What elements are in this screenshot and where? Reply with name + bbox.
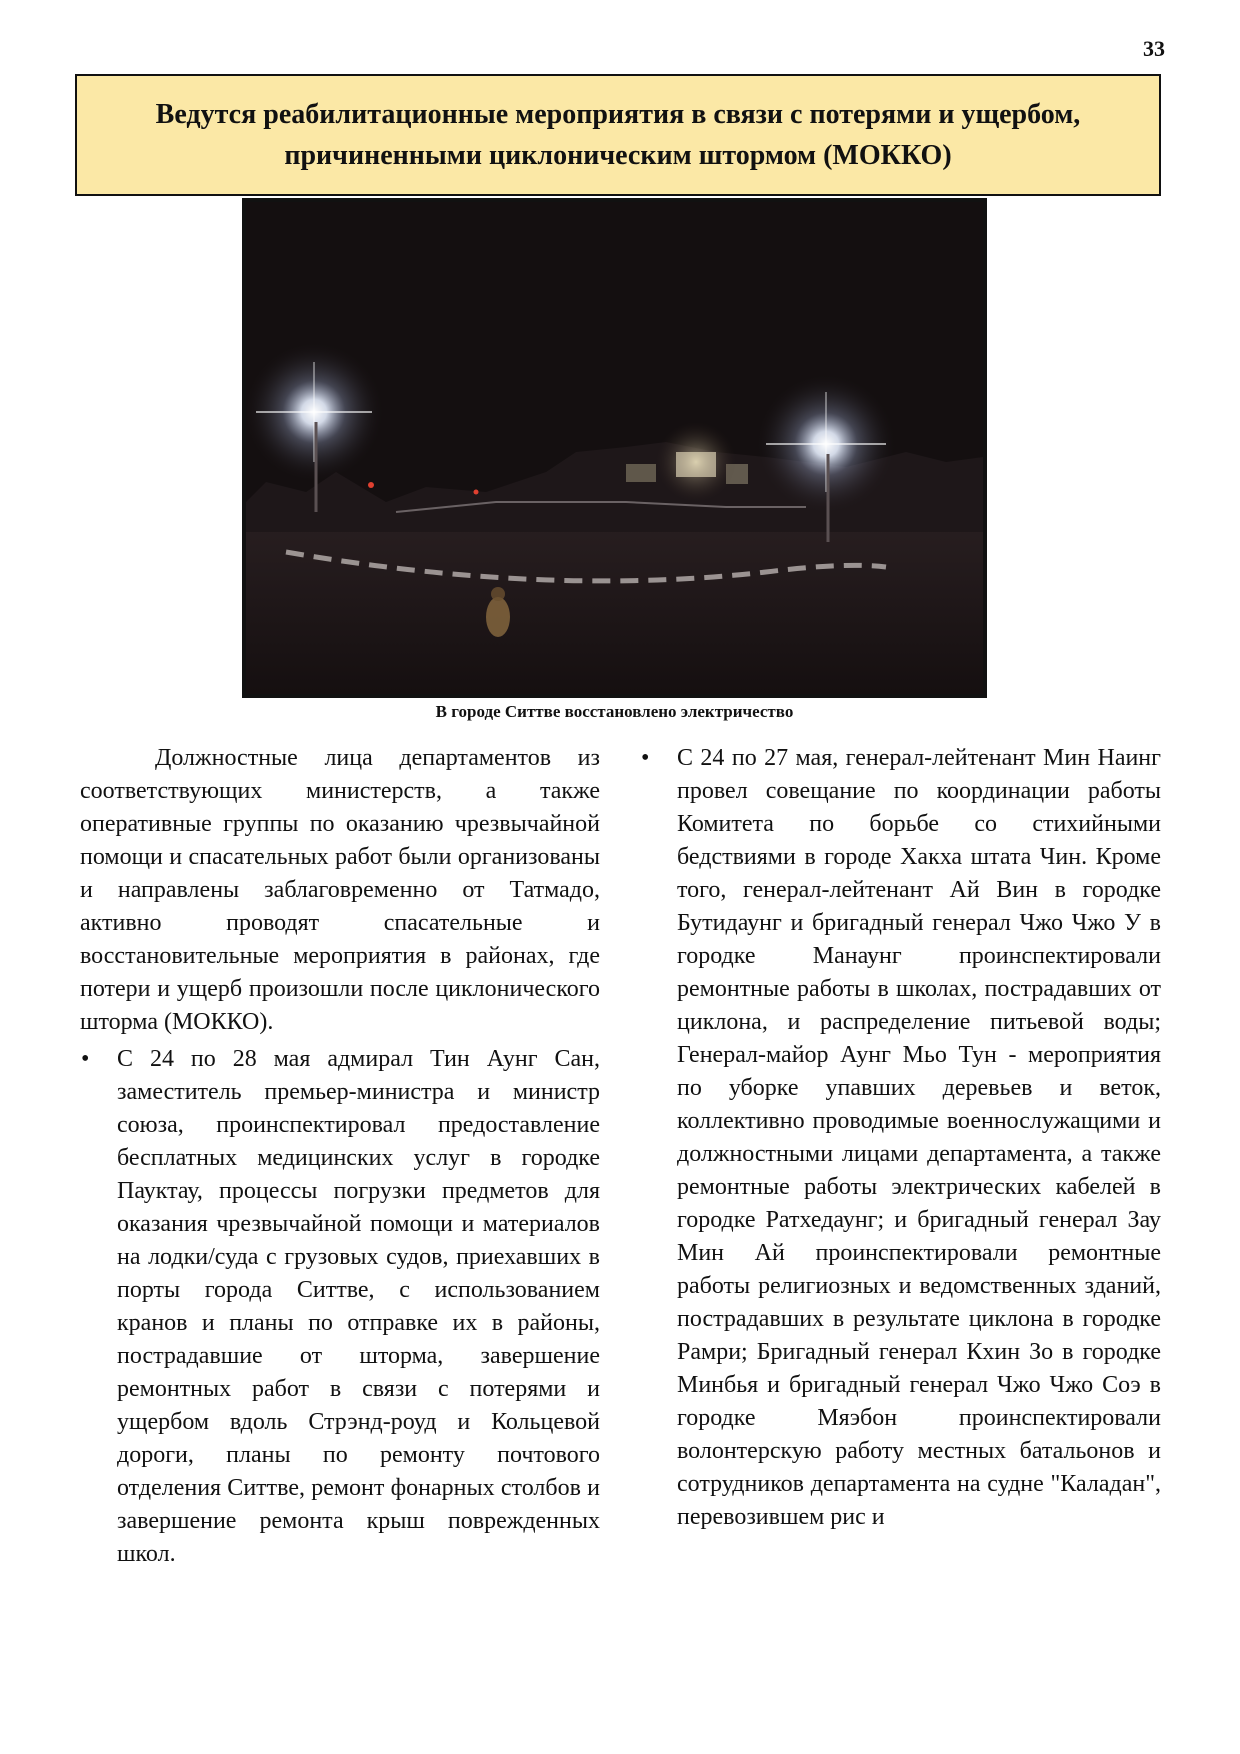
- night-street-photo: [242, 198, 987, 698]
- left-column: [80, 742, 600, 1571]
- photo-caption: В городе Ситтве восстановлено электричество: [435, 702, 794, 721]
- bullet-paragraph-generals: • С 24 по 27 мая, генерал-лейтенант Мин Наинг провел совещание по координации работы Комитета по борьбе со стихийными бедствиями в городе Хакха штата Чин. Кроме того, генерал-лейтенант Ай Вин в городке Бутидаунг и бригадный генерал Чжо Чжо У в городке Манаунг проинспектировали ремонтные работы в школах, пострадавших от циклона, и распределение питьевой воды; Генерал-майор Аунг Мьо Тун - мероприятия по уборке упавших деревьев и веток, коллективно проводимые военнослужащими и должностными лицами департамента, а также ремонтные работы электрических кабелей в городке Ратхедаунг; и бригадный генерал Зау Мин Ай проинспектировали ремонтные работы религиозных и ведомственных зданий, пострадавших в результате циклона в городке Рамри; Бригадный генерал Кхин Зо в городке Минбья и бригадный генерал Чжо Чжо Соэ в городке Мяэбон проинспектировали волонтерскую работу местных батальонов и сотрудников департамента на судне "Каладан", перевозившем рис и: [640, 742, 1161, 1534]
- bullet-paragraph-admiral: • С 24 по 28 мая адмирал Тин Аунг Сан, заместитель премьер-министра и министр союза, проинспектировал предоставление бесплатных медицинских услуг в городке Пауктау, процессы погрузки предметов для оказания чрезвычайной помощи и материалов на лодки/суда с грузовых судов, приехавших в порты города Ситтве, с использованием кранов и планы по отправке их в районы, пострадавшие от шторма, завершение ремонтных работ в связи с потерями и ущербом вдоль Стрэнд-роуд и Кольцевой дороги, планы по ремонту почтового отделения Ситтве, ремонт фонарных столбов и завершение ремонта крыш поврежденных школ.: [80, 1043, 600, 1571]
- article-title-box: [75, 74, 1161, 196]
- article-title-line-1: Ведутся реабилитационные мероприятия в связи с потерями и ущербом,: [155, 99, 1081, 130]
- article-title-line-2: причиненными циклоническим штормом (МОККО): [284, 140, 952, 171]
- intro-paragraph: Должностные лица департаментов из соответствующих министерств, а также оперативные группы по оказанию чрезвычайной помощи и спасательных работ были организованы и направлены заблаговременно от Татмадо, активно проводят спасательные и восстановительные мероприятия в районах, где потери и ущерб произошли после циклонического шторма (МОККО).: [80, 745, 600, 1035]
- page-number: 33: [1143, 36, 1165, 61]
- right-column: [640, 742, 1161, 1534]
